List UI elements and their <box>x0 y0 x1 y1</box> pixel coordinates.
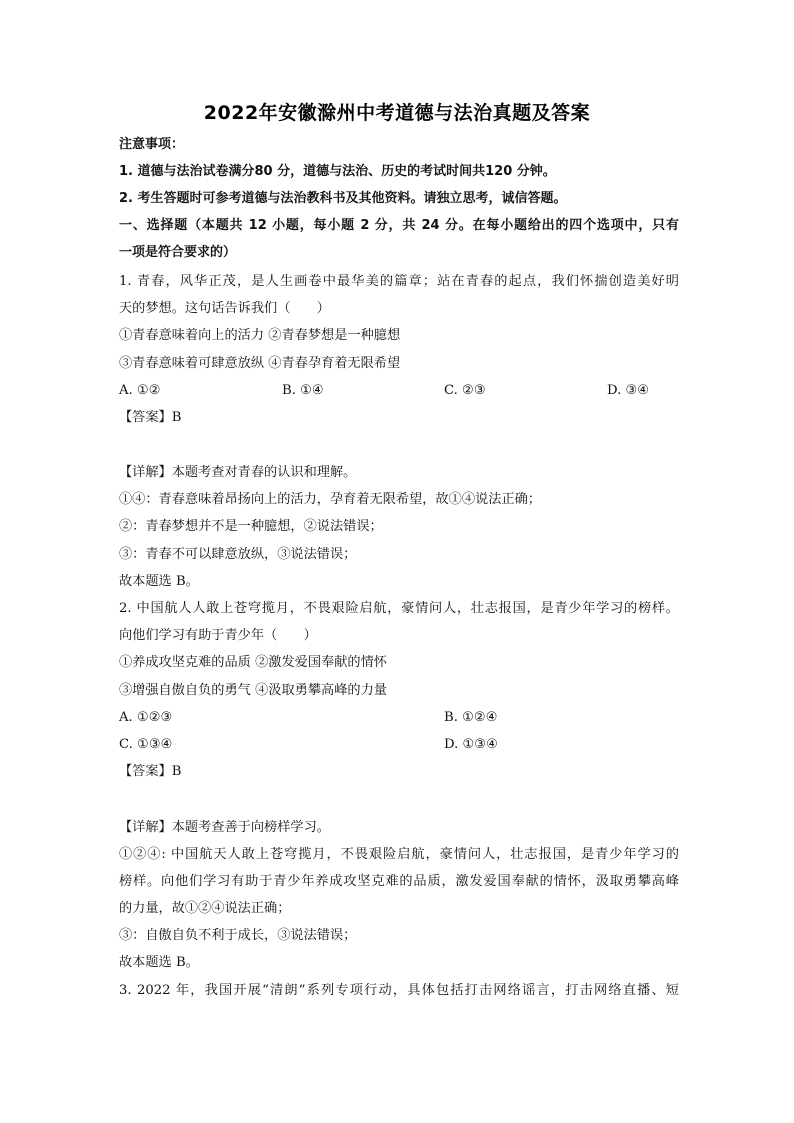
q1-statement-line-2: ③青春意味着可肆意放纵 ④青春孕育着无限希望 <box>119 356 401 371</box>
q1-option-a: A. ①② <box>119 383 161 398</box>
q2-stem-line-1: 2. 中国航人人敢上苍穹揽月，不畏艰险启航，豪情问人，壮志报国，是青少年学习的榜样。 <box>119 601 679 616</box>
q1-option-d: D. ③④ <box>607 383 650 398</box>
q1-stem-line-1: 1. 青春，风华正茂，是人生画卷中最华美的篇章；站在青春的起点，我们怀揣创造美好明 <box>119 274 679 289</box>
q1-option-b: B. ①④ <box>282 383 324 398</box>
q2-analysis-line-3: 榜样。向他们学习有助于青少年养成攻坚克难的品质，激发爱国奉献的情怀，汲取勇攀高峰 <box>119 874 679 889</box>
q3-stem-line-1: 3. 2022 年，我国开展“清朗”系列专项行动，具体包括打击网络谣言，打击网络直播、短 <box>119 983 679 998</box>
q2-option-c: C. ①③④ <box>119 737 173 752</box>
q2-option-b: B. ①②④ <box>444 710 498 725</box>
notice-item-2: 2. 考生答题时可参考道德与法治教科书及其他资料。请独立思考，诚信答题。 <box>119 191 567 206</box>
q2-answer: 【答案】B <box>119 764 182 779</box>
q2-analysis-line-2: ①②④: 中国航天人敢上苍穹揽月，不畏艰险启航，豪情问人，壮志报国，是青少年学习的 <box>119 847 679 862</box>
section-heading-line-2: 一项是符合要求的） <box>119 245 237 260</box>
q2-statement-line-2: ③增强自傲自负的勇气 ④汲取勇攀高峰的力量 <box>119 683 387 698</box>
q1-option-c: C. ②③ <box>444 383 486 398</box>
q1-analysis-line-4: ③：青春不可以肆意放纵，③说法错误； <box>119 547 357 562</box>
q1-analysis-line-2: ①④：青春意味着昂扬向上的活力，孕育着无限希望，故①④说法正确； <box>119 492 541 507</box>
document-title: 2022年安徽滁州中考道德与法治真题及答案 <box>203 102 591 124</box>
q1-analysis-line-1: 【详解】本题考查对青春的认识和理解。 <box>119 465 357 480</box>
section-heading-line-1: 一、选择题（本题共 12 小题，每小题 2 分，共 24 分。在每小题给出的四个选项中，只有 <box>119 218 679 233</box>
q2-option-d: D. ①③④ <box>444 737 498 752</box>
q2-statement-line-1: ①养成攻坚克难的品质 ②激发爱国奉献的情怀 <box>119 655 387 670</box>
q1-analysis-line-3: ②：青春梦想并不是一种臆想，②说法错误； <box>119 519 383 534</box>
notice-heading: 注意事项： <box>119 137 185 152</box>
q2-analysis-line-5: ③：自傲自负不利于成长，③说法错误； <box>119 928 357 943</box>
q1-stem-line-2: 天的梦想。这句话告诉我们（ ） <box>119 301 330 316</box>
q2-stem-line-2: 向他们学习有助于青少年（ ） <box>119 628 317 643</box>
q2-analysis-line-4: 的力量，故①②④说法正确； <box>119 901 291 916</box>
q1-answer: 【答案】B <box>119 410 182 425</box>
q2-analysis-line-6: 故本题选 B。 <box>119 955 199 970</box>
q2-option-a: A. ①②③ <box>119 710 173 725</box>
q2-analysis-line-1: 【详解】本题考查善于向榜样学习。 <box>119 820 330 835</box>
q1-statement-line-1: ①青春意味着向上的活力 ②青春梦想是一种臆想 <box>119 328 401 343</box>
notice-item-1: 1. 道德与法治试卷满分80 分，道德与法治、历史的考试时间共120 分钟。 <box>119 164 556 179</box>
q1-analysis-line-5: 故本题选 B。 <box>119 574 199 589</box>
